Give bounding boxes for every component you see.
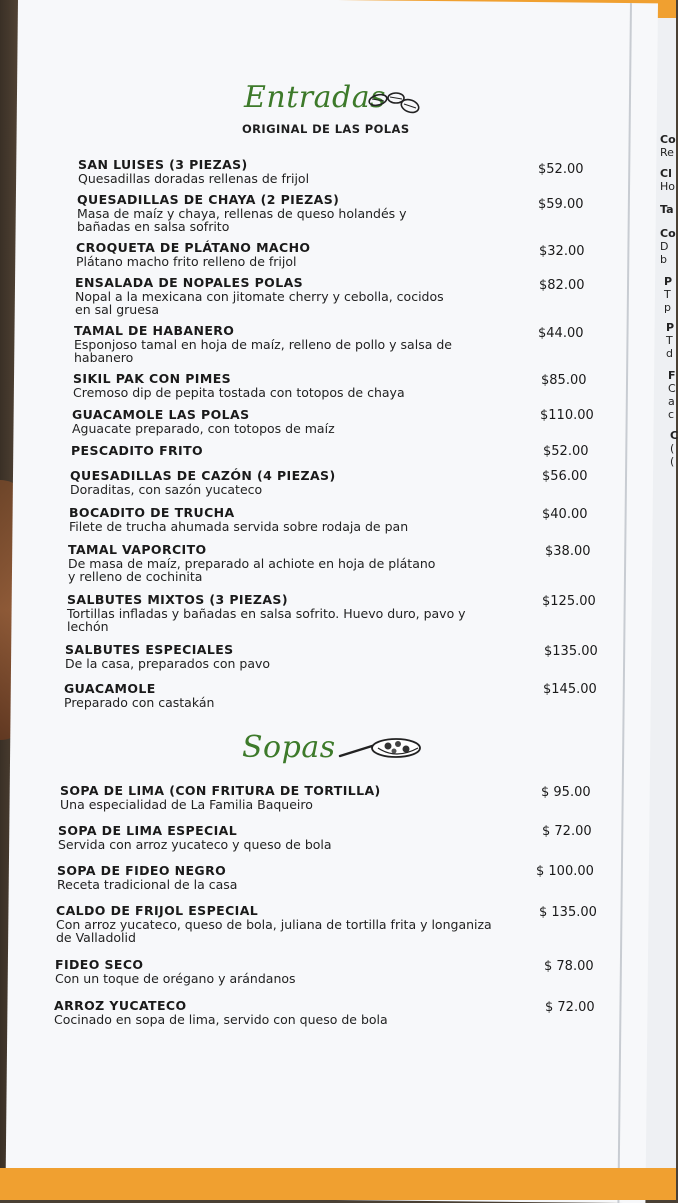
item-price: $40.00	[542, 507, 588, 522]
item-price: $ 100.00	[536, 864, 594, 879]
peek-text: Ta	[660, 203, 674, 216]
item-name: GUACAMOLE LAS POLAS	[72, 407, 250, 422]
peek-text: Ho	[660, 180, 676, 193]
item-name: SALBUTES MIXTOS (3 PIEZAS)	[67, 592, 288, 607]
item-name: SALBUTES ESPECIALES	[65, 642, 234, 657]
peek-text: Cl	[660, 167, 672, 180]
menu-item	[76, 241, 616, 268]
item-price: $125.00	[542, 594, 596, 609]
tamales-icon	[366, 88, 424, 118]
menu-item	[69, 506, 609, 533]
peek-text: a	[668, 395, 675, 408]
item-name: SOPA DE LIMA ESPECIAL	[58, 823, 238, 838]
entradas-title: Entradas	[244, 80, 386, 115]
item-name: PESCADITO FRITO	[71, 443, 204, 458]
menu-item	[64, 682, 604, 709]
item-description: Cocinado en sopa de lima, servido con queso de bola	[54, 1012, 388, 1027]
menu-item	[54, 999, 614, 1026]
item-price: $ 135.00	[539, 905, 597, 920]
item-price: $56.00	[542, 469, 588, 484]
peek-text: c	[668, 408, 675, 421]
item-name: ENSALADA DE NOPALES POLAS	[75, 275, 304, 290]
item-name: GUACAMOLE	[64, 681, 156, 696]
item-price: $135.00	[544, 644, 598, 659]
item-description: Nopal a la mexicana con jitomate cherry y cebolla, cocidos en sal gruesa	[75, 289, 444, 317]
item-name: ARROZ YUCATECO	[54, 998, 187, 1013]
menu-item	[72, 408, 612, 435]
item-description: Cremoso dip de pepita tostada con totopos de chaya	[73, 385, 405, 400]
menu-item	[77, 193, 617, 233]
peek-text: C	[670, 429, 678, 442]
menu-item	[75, 276, 615, 316]
item-description: Receta tradicional de la casa	[57, 877, 238, 892]
item-price: $ 95.00	[541, 785, 591, 800]
item-description: Una especialidad de La Familia Baqueiro	[60, 797, 313, 812]
item-name: CALDO DE FRIJOL ESPECIAL	[56, 903, 259, 918]
menu-item	[67, 593, 607, 633]
menu-item	[57, 864, 617, 891]
item-price: $85.00	[541, 373, 587, 388]
item-name: CROQUETA DE PLÁTANO MACHO	[76, 240, 311, 255]
peek-text: (	[670, 455, 675, 468]
peek-text: (	[670, 442, 675, 455]
menu-item	[60, 784, 620, 811]
item-name: TAMAL VAPORCITO	[68, 542, 207, 557]
item-name: SAN LUISES (3 PIEZAS)	[78, 157, 248, 172]
peek-text: b	[660, 253, 667, 266]
peek-text: T	[664, 288, 671, 301]
entradas-subtitle: ORIGINAL DE LAS POLAS	[242, 122, 410, 136]
peek-text: Re	[660, 146, 674, 159]
item-name: SOPA DE LIMA (CON FRITURA DE TORTILLA)	[60, 783, 381, 798]
menu-item	[56, 904, 616, 944]
peek-text: D	[660, 240, 669, 253]
item-name: SIKIL PAK CON PIMES	[73, 371, 232, 386]
item-price: $ 72.00	[545, 1000, 595, 1015]
menu-item	[68, 543, 608, 583]
peek-text: F	[668, 369, 676, 382]
item-description: Masa de maíz y chaya, rellenas de queso holandés y bañadas en salsa sofrito	[77, 206, 407, 234]
soup-pot-icon	[338, 730, 424, 764]
bottom-orange-border	[0, 1168, 676, 1200]
peek-text: Co	[660, 227, 676, 240]
item-price: $44.00	[538, 326, 584, 341]
item-name: FIDEO SECO	[55, 957, 144, 972]
item-description: Preparado con castakán	[64, 695, 215, 710]
menu-item	[55, 958, 615, 985]
menu-item	[70, 469, 610, 496]
menu-item	[65, 643, 605, 670]
peek-text: P	[664, 275, 673, 288]
peek-text: C	[668, 382, 676, 395]
item-price: $ 72.00	[542, 824, 592, 839]
item-price: $59.00	[538, 197, 584, 212]
item-description: Plátano macho frito relleno de frijol	[76, 254, 297, 269]
item-description: De masa de maíz, preparado al achiote en hoja de plátano y relleno de cochinita	[68, 556, 436, 584]
item-name: BOCADITO DE TRUCHA	[69, 505, 235, 520]
sopas-title: Sopas	[242, 730, 336, 765]
item-description: Con un toque de orégano y arándanos	[55, 971, 296, 986]
peek-text: P	[666, 321, 675, 334]
peek-text: Co	[660, 133, 676, 146]
item-description: Aguacate preparado, con totopos de maíz	[72, 421, 335, 436]
item-name: TAMAL DE HABANERO	[74, 323, 235, 338]
item-description: Filete de trucha ahumada servida sobre rodaja de pan	[69, 519, 409, 534]
item-price: $32.00	[539, 244, 585, 259]
item-description: Con arroz yucateco, queso de bola, juliana de tortilla frita y longaniza de Valladolid	[56, 917, 492, 945]
item-description: Tortillas infladas y bañadas en salsa sofrito. Huevo duro, pavo y lechón	[67, 606, 466, 634]
item-name: QUESADILLAS DE CHAYA (2 PIEZAS)	[77, 192, 340, 207]
item-price: $38.00	[545, 544, 591, 559]
item-price: $52.00	[538, 162, 584, 177]
item-price: $110.00	[540, 408, 594, 423]
item-name: QUESADILLAS DE CAZÓN (4 PIEZAS)	[70, 468, 336, 483]
item-price: $145.00	[543, 682, 597, 697]
item-description: Esponjoso tamal en hoja de maíz, relleno de pollo y salsa de habanero	[74, 337, 452, 365]
peek-text: d	[666, 347, 673, 360]
item-name: SOPA DE FIDEO NEGRO	[57, 863, 227, 878]
menu-item	[74, 324, 614, 364]
item-price: $82.00	[539, 278, 585, 293]
menu-item	[78, 158, 618, 185]
item-description: Servida con arroz yucateco y queso de bola	[58, 837, 332, 852]
item-price: $52.00	[543, 444, 589, 459]
item-description: De la casa, preparados con pavo	[65, 656, 271, 671]
menu-item	[71, 444, 611, 458]
menu-item	[73, 372, 613, 399]
peek-text: p	[664, 301, 671, 314]
menu-item	[58, 824, 618, 851]
item-price: $ 78.00	[544, 959, 594, 974]
peek-text: T	[666, 334, 673, 347]
page-fold	[617, 3, 632, 1203]
item-description: Doraditas, con sazón yucateco	[70, 482, 263, 497]
item-description: Quesadillas doradas rellenas de frijol	[78, 171, 310, 186]
